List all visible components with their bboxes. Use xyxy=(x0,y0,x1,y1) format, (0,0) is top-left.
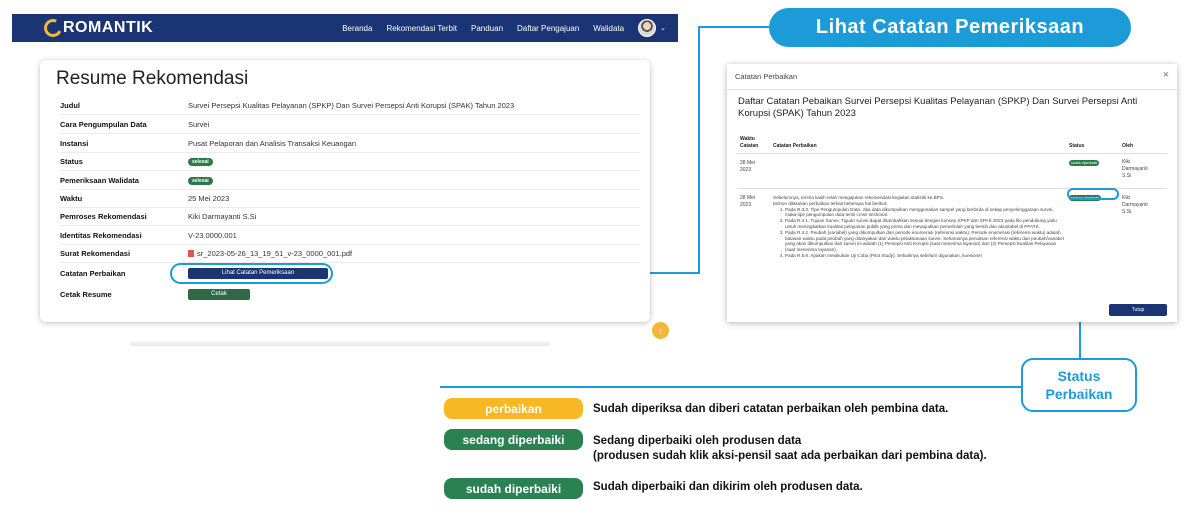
row-catatan xyxy=(60,264,640,282)
modal-header xyxy=(727,64,1177,90)
avatar[interactable] xyxy=(638,19,656,37)
logo-text: ROMANTIK xyxy=(63,19,154,36)
row1-status-badge: sudah diperbaiki xyxy=(1071,161,1098,165)
close-button[interactable]: Tutup xyxy=(1109,304,1167,316)
row-value: Survei xyxy=(188,120,210,129)
row2-by: Kiki Darmayanti S.Si xyxy=(1122,195,1148,215)
row-pemroses xyxy=(60,208,640,226)
legend-badge-perbaikan: perbaikan xyxy=(444,398,583,419)
row2-note: Sebelumnya, terima kasih telah mengajukan rekomendasi kegiatan statistik ke BPS. Mohon dilakukan perbaikan terkait beberapa hal berikut: 1. Pada R.3.3. Tipe Pengumpulan Data. Jika data dikumpulkan menggunakan sampel yang berbeda di setiap penyelenggaraan survei, maka tipe pengumpulan data terisi cross sectional. 2. Pada R.4.1. Tujuan Survei. Tujuan survei dapat ditambahkan sesuai dengan konsep SPKP dan SPAK 2023 pada file pendukung yaitu untuk meningkatkan kualitas pelayanan publik yang prima dan mewujudkan pemerintah yang bersih dan akuntabel di PPATK. 3. Pada R.4.2. Peubah (variabel) yang dikumpulkan dan periode enumerasi (referensi waktu). Periode enumerasi (referensi waktu) adalah batasan waktu pada peubah yang ditanyakan dari waktu pelaksanaan survei. Seharusnya penulisan referensi waktu dari peubah/variabel yang akan dikumpulkan dari survei ini adalah (1) Persepsi Anti Korupsi (saat menerima layanan) dan (2) Persepsi Kualitas Pelayanan (saat menerima layanan). 4. Pada R.5.8. Apakah melakukan Uji Coba (Pilot Study). Sebaiknya sebelum digunakan, kuesioner xyxy=(773,195,1065,259)
row-instansi xyxy=(60,135,640,153)
row-status xyxy=(60,153,640,171)
row-surat xyxy=(60,245,640,263)
row-label: Catatan Perbaikan xyxy=(60,268,126,278)
pdf-file-icon xyxy=(188,250,194,257)
nav-walidata[interactable]: Walidata xyxy=(593,23,625,33)
modal-title: Daftar Catatan Pebaikan Survei Persepsi Kualitas Pelayanan (SPKP) Dan Survei Persepsi Anti Korupsi (SPAK) Tahun 2023 xyxy=(738,96,1138,119)
row-cetak xyxy=(60,285,640,303)
row-label: Identitas Rekomendasi xyxy=(60,231,142,240)
row-judul xyxy=(60,97,640,115)
row-pemeriksaan-walidata xyxy=(60,172,640,190)
status-callout: Status Perbaikan xyxy=(1021,358,1137,412)
row-value: V-23.0000.001 xyxy=(188,231,237,240)
status-highlight xyxy=(1067,188,1119,200)
view-notes-button[interactable]: Lihat Catatan Pemeriksaan xyxy=(188,268,328,279)
walidata-status-badge: selesai xyxy=(188,177,213,185)
row-identitas xyxy=(60,227,640,245)
row-label: Instansi xyxy=(60,139,89,148)
callout-title: Lihat Catatan Pemeriksaan xyxy=(769,8,1131,47)
row1-date: 28 Mei 2023 xyxy=(740,160,756,173)
row2-date: 28 Mei 2023 xyxy=(740,195,756,208)
note-item: 4. Pada R.5.8. Apakah melakukan Uji Coba (Pilot Study). Sebaiknya sebelum digunakan, kuesioner xyxy=(785,253,1065,259)
col-status-header: Status xyxy=(1069,143,1085,149)
legend-text-sedang: Sedang diperbaiki oleh produsen data (produsen sudah klik aksi-pensil saat ada perbaikan dari pembina data). xyxy=(593,435,987,462)
note-item: 3. Pada R.4.2. Peubah (variabel) yang dikumpulkan dan periode enumerasi (referensi waktu). Periode enumerasi (referensi waktu) adalah batasan waktu pada peubah yang ditanyakan dari waktu pelaksanaan survei. Seharusnya penulisan referensi waktu dari peubah/variabel yang akan dikumpulkan dari survei ini adalah (1) Persepsi Anti Korupsi (saat menerima layanan) dan (2) Persepsi Kualitas Pelayanan (saat menerima layanan). xyxy=(785,230,1065,253)
resume-card xyxy=(40,60,650,322)
row2-status-badge: sedang diperbaiki xyxy=(1071,196,1100,200)
row-value: Pusat Pelaporan dan Analisis Transaksi Keuangan xyxy=(188,139,357,148)
nav-links xyxy=(342,19,666,37)
row-value: Kiki Darmayanti S.Si xyxy=(188,212,257,221)
nav-daftar-pengajuan[interactable]: Daftar Pengajuan xyxy=(517,23,580,33)
row-cara-pengumpulan xyxy=(60,116,640,134)
row-label: Surat Rekomendasi xyxy=(60,249,131,258)
row-label: Cetak Resume xyxy=(60,289,112,299)
legend-badge-sudah: sudah diperbaiki xyxy=(444,478,583,499)
nav-panduan[interactable]: Panduan xyxy=(471,23,504,33)
legend-divider xyxy=(440,386,1022,388)
nav-rekomendasi-terbit[interactable]: Rekomendasi Terbit xyxy=(386,23,457,33)
pdf-file-link[interactable]: sr_2023-05-26_13_19_51_v-23_0000_001.pdf xyxy=(197,249,353,258)
app-logo[interactable] xyxy=(44,19,153,37)
page-title: Resume Rekomendasi xyxy=(56,68,249,89)
top-navbar xyxy=(12,14,678,42)
row-label: Status xyxy=(60,157,83,166)
row-label: Cara Pengumpulan Data xyxy=(60,120,147,129)
row1-by: Kiki Darmayanti S.Si xyxy=(1122,159,1148,179)
table-divider xyxy=(737,153,1167,154)
row-label: Judul xyxy=(60,101,80,110)
row-label: Waktu xyxy=(60,194,83,203)
logo-mark-icon xyxy=(41,16,64,39)
chevron-down-icon[interactable]: ⌄ xyxy=(660,25,666,32)
status-badge: selesai xyxy=(188,158,213,166)
note-item: 1. Pada R.3.3. Tipe Pengumpulan Data. Jika data dikumpulkan menggunakan sampel yang berbeda di setiap penyelenggaraan survei, maka tipe pengumpulan data terisi cross sectional. xyxy=(785,207,1065,219)
legend-text-sudah: Sudah diperbaiki dan dikirim oleh produsen data. xyxy=(593,481,863,493)
print-button[interactable]: Cetak xyxy=(188,289,250,300)
col-oleh-header: Oleh xyxy=(1122,143,1134,149)
col-waktu-header: Waktu Catatan xyxy=(740,136,759,149)
close-icon[interactable]: × xyxy=(1162,69,1169,81)
row-value: Survei Persepsi Kualitas Pelayanan (SPKP) Dan Survei Persepsi Anti Korupsi (SPAK) Tahun 2023 xyxy=(188,101,515,110)
row-waktu xyxy=(60,190,640,208)
note-scroll-area[interactable] xyxy=(727,195,1177,309)
note-item: 2. Pada R.4.1. Tujuan Survei. Tujuan survei dapat ditambahkan sesuai dengan konsep SPKP dan SPAK 2023 pada file pendukung yaitu untuk meningkatkan kualitas pelayanan publik yang prima dan mewujudkan pemerintah yang bersih dan akuntabel di PPATK. xyxy=(785,218,1065,230)
row-value: 25 Mei 2023 xyxy=(188,194,230,203)
nav-beranda[interactable]: Beranda xyxy=(342,23,373,33)
button-highlight xyxy=(170,263,333,284)
scroll-top-icon[interactable]: ↑ xyxy=(652,322,669,339)
row-label: Pemeriksaan Walidata xyxy=(60,176,139,185)
legend-text-perbaikan: Sudah diperiksa dan diberi catatan perbaikan oleh pembina data. xyxy=(593,403,949,415)
col-catatan-header: Catatan Perbaikan xyxy=(773,143,817,149)
modal-header-title: Catatan Perbaikan xyxy=(735,72,798,81)
legend-badge-sedang: sedang diperbaiki xyxy=(444,429,583,450)
footer-bar xyxy=(130,340,550,346)
row-label: Pemroses Rekomendasi xyxy=(60,212,147,221)
